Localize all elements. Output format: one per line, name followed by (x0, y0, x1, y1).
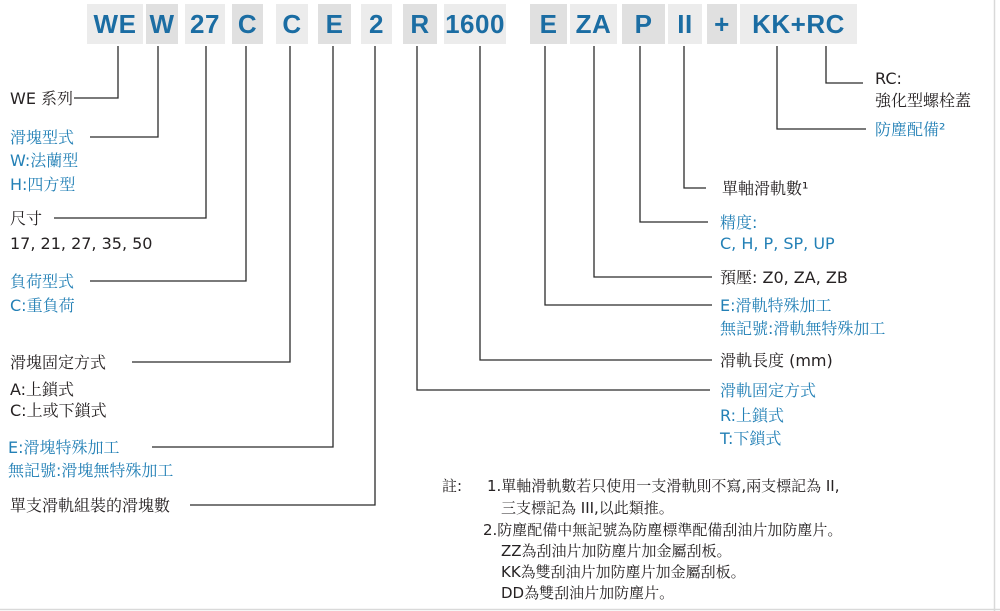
label-block-type-opt1: W:法蘭型 (10, 151, 79, 170)
connector-block-count (190, 46, 375, 505)
code-segment-block-special: E (318, 4, 351, 44)
code-segment-preload: ZA (570, 4, 617, 44)
connector-precision (640, 46, 708, 222)
label-block-special-title: E:滑塊特殊加工 (8, 438, 120, 457)
code-segment-precision: P (622, 4, 665, 44)
note-line-3: 2.防塵配備中無記號為防塵標準配備刮油片加防塵片。 (483, 521, 843, 539)
label-block-fixing-opt1: A:上鎖式 (10, 380, 75, 399)
connector-rail-length (480, 46, 712, 360)
label-dust-title: 防塵配備² (875, 120, 946, 139)
code-segment-size: 27 (185, 4, 225, 44)
label-block-special-opt1: 無記號:滑塊無特殊加工 (8, 461, 174, 480)
label-block-fixing-title: 滑塊固定方式 (10, 353, 107, 372)
code-segment-rail-length: 1600 (444, 4, 506, 44)
connector-block-type (90, 46, 158, 137)
label-rail-length-title: 滑軌長度 (mm) (720, 351, 833, 370)
label-rc-title: RC: (875, 69, 902, 88)
code-segment-dust-rc: KK+RC (740, 4, 857, 44)
label-rail-fixing-title: 滑軌固定方式 (720, 381, 817, 400)
label-block-type-title: 滑塊型式 (10, 128, 75, 147)
note-line-2: 三支標記為 III,以此類推。 (501, 499, 674, 517)
code-segment-load: C (232, 4, 263, 44)
note-line-4: ZZ為刮油片加防塵片加金屬刮板。 (501, 542, 732, 560)
connector-rc (826, 46, 863, 83)
code-segment-plus: + (707, 4, 737, 44)
label-rail-fixing-opt1: R:上鎖式 (720, 406, 785, 425)
connector-rail-count (684, 46, 706, 188)
code-segment-block-fixing: C (276, 4, 308, 44)
label-rc-desc: 強化型螺栓蓋 (875, 91, 972, 110)
code-segment-series: WE (87, 4, 143, 44)
code-segment-block-count: 2 (361, 4, 392, 44)
label-rail-fixing-opt2: T:下鎖式 (720, 429, 782, 448)
label-series-title: WE 系列 (10, 89, 74, 108)
label-size-title: 尺寸 (10, 209, 43, 228)
code-segment-rail-fixing: R (403, 4, 437, 44)
label-block-count-title: 單支滑軌組裝的滑塊數 (10, 496, 171, 515)
note-line-6: DD為雙刮油片加防塵片。 (501, 584, 675, 602)
code-segment-rail-special: E (530, 4, 567, 44)
connector-preload (594, 46, 712, 277)
label-load-opt1: C:重負荷 (10, 296, 75, 315)
connector-dust (777, 46, 866, 129)
label-precision-title: 精度: (720, 213, 758, 232)
connector-block-fixing (132, 46, 290, 362)
notes-prefix: 註: (442, 477, 463, 495)
label-rail-special-title: E:滑軌特殊加工 (720, 296, 832, 315)
label-block-fixing-opt2: C:上或下鎖式 (10, 401, 107, 420)
label-size-values: 17, 21, 27, 35, 50 (10, 234, 153, 253)
label-preload-title: 預壓: Z0, ZA, ZB (720, 268, 848, 287)
connector-block-special (152, 46, 333, 447)
connector-size (54, 46, 206, 218)
note-line-1: 1.單軸滑軌數若只使用一支滑軌則不寫,兩支標記為 II, (487, 477, 840, 495)
connector-series (74, 46, 118, 98)
label-rail-special-opt1: 無記號:滑軌無特殊加工 (720, 319, 886, 338)
label-precision-values: C, H, P, SP, UP (720, 234, 835, 253)
label-load-title: 負荷型式 (10, 272, 75, 291)
label-rail-count-title: 單軸滑軌數¹ (722, 179, 809, 198)
code-segment-rail-count: II (668, 4, 702, 44)
connector-rail-special (545, 46, 712, 305)
note-line-5: KK為雙刮油片加防塵片加金屬刮板。 (501, 563, 746, 581)
label-block-type-opt2: H:四方型 (10, 175, 76, 194)
connector-rail-fixing (417, 46, 710, 390)
code-segment-block-type: W (146, 4, 178, 44)
